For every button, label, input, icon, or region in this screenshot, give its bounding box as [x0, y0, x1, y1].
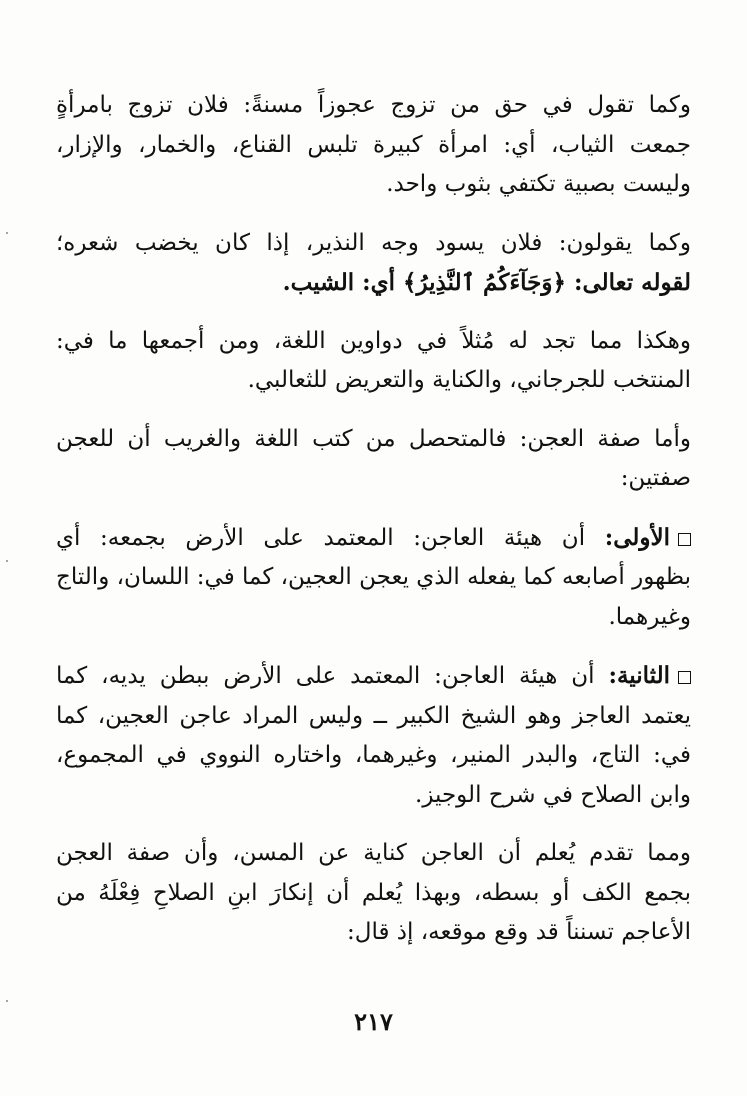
square-bullet-icon: [678, 671, 691, 684]
paragraph-first-form: [56, 518, 691, 638]
text-line: صفتين:: [620, 465, 691, 491]
paragraph-2: [56, 224, 691, 303]
text-line: في: التاج، والبدر المنير، وغيرهما، واختاره النووي في المجموع،: [56, 742, 691, 768]
text-line: وهكذا مما تجد له مُثلاً في دواوين اللغة، ومن أجمعها ما في:: [56, 327, 691, 354]
text-line: بظهور أصابعه كما يفعله الذي يعجن العجين، كما في: اللسان، والتاج: [56, 564, 691, 590]
text-line: وليست بصبية تكتفي بثوب واحد.: [386, 171, 691, 197]
page-number: ٢١٧: [354, 1007, 393, 1036]
text-line-first: [56, 518, 691, 559]
text-line: ومما تقدم يُعلم أن العاجن كناية عن المسن، وأن صفة العجن: [56, 840, 691, 866]
item-label: الثانية:: [608, 662, 670, 689]
text-line: المنتخب للجرجاني، والكناية والتعريض للثعالبي.: [247, 367, 691, 393]
text-line: وغيرهما.: [608, 603, 691, 630]
text-line: وكما يقولون: فلان يسود وجه النذير، إذا كان يخضب شعره؛: [56, 229, 691, 256]
scan-speck: [6, 560, 8, 562]
text-line: الأعاجم تسنناً قد وقع موقعه، إذ قال:: [347, 919, 691, 945]
paragraph-7: [56, 834, 691, 953]
paragraph-3: [56, 322, 691, 401]
paragraph-4: [56, 420, 691, 499]
text-line: وأما صفة العجن: فالمتحصل من كتب اللغة والغريب أن للعجن: [56, 425, 691, 452]
text-segment: أن هيئة العاجن: المعتمد على الأرض بجمعه: أي: [56, 524, 605, 551]
square-bullet-icon: [678, 533, 691, 546]
item-label: الأولى:: [604, 523, 670, 551]
text-line: يعتمد العاجز وهو الشيخ الكبير ــ وليس المراد عاجن العجين، كما: [56, 702, 691, 729]
scan-speck: [6, 232, 8, 234]
text-line: بجمع الكف أو بسطه، وبهذا يُعلم أن إنكارَ ابنِ الصلاحِ فِعْلَهُ من: [56, 879, 691, 906]
page-body: [56, 86, 691, 953]
text-segment: أن هيئة العاجن: المعتمد على الأرض ببطن يديه، كما: [56, 663, 609, 689]
quran-verse-line: لقوله تعالى: ﴿وَجَآءَكُمُ ٱلنَّذِيرُ﴾ أي: الشيب.: [282, 269, 691, 296]
paragraph-second-form: [56, 656, 691, 815]
text-line: جمعت الثياب، أي: امرأة كبيرة تلبس القناع، والخمار، والإزار،: [56, 131, 691, 158]
text-line: وابن الصلاح في شرح الوجيز.: [415, 781, 691, 808]
text-line-first: [56, 656, 691, 697]
text-line: وكما تقول في حق من تزوج عجوزاً مسنةً: فلان تزوج بامرأةٍ: [56, 92, 691, 118]
paragraph-1: [56, 86, 691, 205]
scan-speck: [6, 1000, 8, 1002]
